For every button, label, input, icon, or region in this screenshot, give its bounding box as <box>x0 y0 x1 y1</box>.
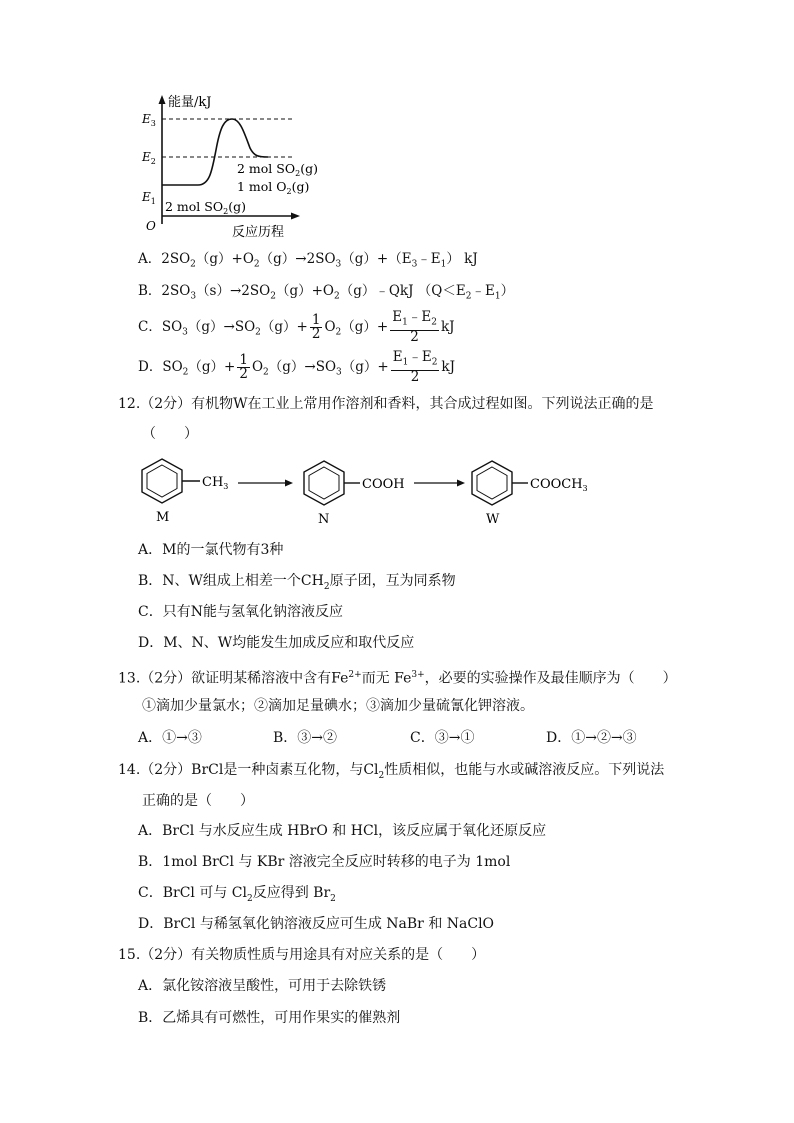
q11d-t5: （g）+ <box>341 359 389 375</box>
q11c-t1: C．SO <box>138 319 183 335</box>
q11a-t6: ） kJ <box>446 251 478 267</box>
q12-option-a: A．M的一氯代物有3种 <box>138 542 284 558</box>
y-axis-label: 能量/kJ <box>168 95 212 110</box>
arrow-2-head <box>457 480 465 487</box>
q12-paren: （ ） <box>142 426 198 442</box>
q11d-t4: （g）→SO <box>268 359 337 375</box>
q11-option-b: B．$2SO_3(s)\to 2SO_2(g)+O_2(g)﹣QkJ$ $(Q<E_2﹣E_1)$ <box>138 283 515 302</box>
q13-t2: 而无 Fe <box>361 670 412 687</box>
q11a-t1: A．2SO <box>138 251 191 267</box>
x-axis-arrow <box>291 213 300 220</box>
x-axis-label: 反应历程 <box>232 225 285 240</box>
q13-t3: ，必要的实验操作及最佳顺序为（ ） <box>424 670 677 687</box>
q11a-t2: （g）+O <box>195 251 254 267</box>
level-e2-label: $E_2$ <box>142 150 156 166</box>
q11d-t6: kJ <box>441 359 456 375</box>
q15-option-a: A．氯化铵溶液呈酸性，可用于去除铁锈 <box>138 978 387 994</box>
q12-option-b: B．N、W组成上相差一个$CH_2$原子团，互为同系物 <box>138 573 456 592</box>
q14-t1: 14.（2分）BrCl是一种卤素互化物，与Cl <box>118 762 379 778</box>
q12-option-c: C．只有N能与氢氧化钠溶液反应 <box>138 604 343 620</box>
q14-option-d: D．BrCl 与稀氢氧化钠溶液反应可生成 NaBr 和 NaClO <box>138 916 495 932</box>
q14c-t1: C．BrCl 可与 Cl <box>138 885 247 901</box>
q11c-half: $\frac{1}{2}$ <box>311 312 321 342</box>
origin-label: O <box>146 219 156 233</box>
molecule-n <box>304 461 405 527</box>
q11d-t3: O <box>251 359 264 375</box>
reactant-label: 2 mol $SO_2(g)$ <box>165 199 246 216</box>
q11b-t4: （g）﹣QkJ （Q＜E <box>339 283 466 299</box>
energy-diagram <box>140 92 318 240</box>
q11c-t2: （g）→SO <box>187 319 256 335</box>
q11c-t6: kJ <box>440 319 455 335</box>
level-e1-label: $E_1$ <box>142 190 156 206</box>
q11d-half: $\frac{1}{2}$ <box>239 352 248 382</box>
q13-line2: ①滴加少量氯水；②滴加足量碘水；③滴加少量硫氰化钾溶液。 <box>142 698 534 714</box>
q14-option-c: C．BrCl 可与 $Cl_2$反应得到 $Br_2$ <box>138 885 336 904</box>
arrow-1-head <box>285 480 293 487</box>
q11-option-c: C．$SO_3(g)\to SO_2(g)+$ $\frac{1}{2}$ $O_2(g)+$ $\frac{E_1﹣E_2}{2}$ kJ <box>138 309 455 345</box>
q14-option-a: A．BrCl 与水反应生成 HBrO 和 HCl，该反应属于氧化还原反应 <box>138 823 547 839</box>
q11c-t3: （g）+ <box>260 319 308 335</box>
q11c-efrac: $\frac{E_1﹣E_2}{2}$ <box>392 309 437 345</box>
q11d-t1: D．SO <box>138 359 183 375</box>
q13-stem: 13.（2分）欲证明某稀溶液中含有$Fe^{2+}$而无 $Fe^{3+}$，必要的实验操作及最佳顺序为（ ） <box>118 670 677 687</box>
q15-stem: 15.（2分）有关物质性质与用途具有对应关系的是（ ） <box>118 947 486 963</box>
svg-text:COOCH3: $COOCH_3$ <box>530 477 588 493</box>
mol-w-label: W <box>486 512 500 527</box>
n-group: COOH <box>362 477 405 492</box>
q13-t1: 13.（2分）欲证明某稀溶液中含有Fe <box>118 670 349 687</box>
q15-option-b: B．乙烯具有可燃性，可用作果实的催熟剂 <box>138 1010 401 1026</box>
q12-option-d: D．M、N、W均能发生加成反应和取代反应 <box>138 635 415 651</box>
q11-option-d: D．$SO_2(g)+$ $\frac{1}{2}$ $O_2(g)\to SO_3(g)+$ $\frac{E_1﹣E_2}{2}$ kJ <box>138 349 456 385</box>
q11b-t1: B．2SO <box>138 283 191 299</box>
q12b-t2: 原子团，互为同系物 <box>329 573 456 589</box>
q11c-t5: （g）+ <box>341 319 389 335</box>
level-e3-label: $E_3$ <box>142 112 156 128</box>
y-axis-arrow <box>159 95 166 104</box>
q14-option-b: B．1mol BrCl 与 KBr 溶液完全反应时转移的电子为 1mol <box>138 854 511 870</box>
q11b-t3: （g）+O <box>275 283 334 299</box>
q11c-t4: O <box>324 319 336 335</box>
q13-option-c: C．③→① <box>410 730 475 746</box>
q11d-t2: （g）+ <box>188 359 236 375</box>
q14-line2: 正确的是（ ） <box>142 793 254 809</box>
q12-synthesis-scheme <box>130 455 610 527</box>
q12-stem: 12.（2分）有机物W在工业上常用作溶剂和香料，其合成过程如图。下列说法正确的是 <box>118 396 654 412</box>
q13-option-b: B．③→② <box>273 730 338 746</box>
q12b-t1: B．N、W组成上相差一个CH <box>138 573 324 589</box>
q11a-t3: （g）→2SO <box>259 251 336 267</box>
mol-m-label: M <box>156 510 170 525</box>
q13-option-a: A．①→③ <box>138 730 202 746</box>
q14c-t2: 反应得到 Br <box>252 885 331 901</box>
q11b-t5: ﹣E <box>471 283 495 299</box>
q14-t2: 性质相似，也能与水或碱溶液反应。下列说法 <box>384 762 665 778</box>
products-label-2: 1 mol $O_2(g)$ <box>237 179 310 196</box>
q13-option-d: D．①→②→③ <box>546 730 637 746</box>
q11b-t6: ） <box>500 283 515 299</box>
q11-option-a: A．$2SO_2(g)+O_2(g)\to 2SO_3(g)+(E_3﹣E_1)$ kJ <box>138 251 478 270</box>
q11a-t5: ﹣E <box>417 251 441 267</box>
svg-text:CH3: $CH_3$ <box>202 475 229 491</box>
molecule-w <box>472 461 588 527</box>
mol-n-label: N <box>318 512 330 527</box>
q11a-t4: （g）+（E <box>341 251 412 267</box>
products-label-1: 2 mol $SO_2(g)$ <box>237 161 318 178</box>
q14-stem: 14.（2分）BrCl是一种卤素互化物，与$Cl_2$性质相似，也能与水或碱溶液反应。下列说法 <box>118 762 665 781</box>
q11d-efrac: $\frac{E_1﹣E_2}{2}$ <box>392 349 438 385</box>
molecule-m <box>142 459 228 525</box>
q11b-t2: （s）→2SO <box>196 283 271 299</box>
